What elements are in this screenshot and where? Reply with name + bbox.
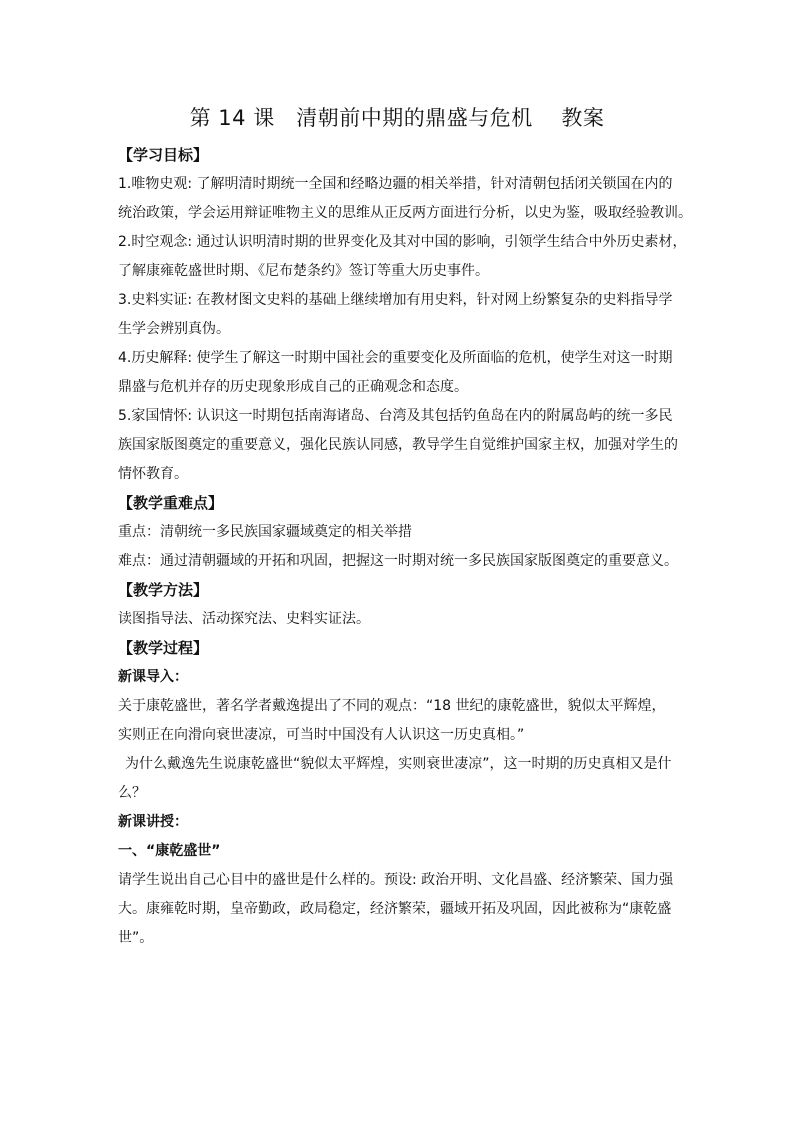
document-body xyxy=(118,141,692,953)
section-heading-process: 【教学过程】 xyxy=(118,639,209,657)
objective-5-line-2: 族国家版图奠定的重要意义，强化民族认同感，教导学生自觉维护国家主权，加强对学生的 xyxy=(118,437,678,453)
part1-line-2: 大。康雍乾时期，皇帝勤政，政局稳定，经济繁荣，疆域开拓及巩固，因此被称为“康乾盛 xyxy=(118,901,672,917)
objective-4-line-1: 4.历史解释: 使学生了解这一时期中国社会的重要变化及所面临的危机，使学生对这一时期 xyxy=(118,350,673,366)
objective-3-line-1: 3.史料实证: 在教材图文史料的基础上继续增加有用史料，针对网上纷繁复杂的史料指导学 xyxy=(118,292,673,308)
page-title: 第 14 课 清朝前中期的鼎盛与危机 教案 xyxy=(189,106,605,130)
part1-line-3: 世”。 xyxy=(118,930,154,946)
section-heading-objectives: 【学习目标】 xyxy=(118,146,209,164)
objective-2-line-2: 了解康雍乾盛世时期、《尼布楚条约》签订等重大历史事件。 xyxy=(118,263,489,279)
question-line-1: 为什么戴逸先生说康乾盛世“貌似太平辉煌，实则衰世凄凉”，这一时期的历史真相又是什 xyxy=(125,756,672,772)
key-point-difficulty: 难点：通过清朝疆域的开拓和巩固，把握这一时期对统一多民族国家版图奠定的重要意义。 xyxy=(118,553,678,569)
objective-2-line-1: 2.时空观念: 通过认识明清时期的世界变化及其对中国的影响，引领学生结合中外历史素材， xyxy=(118,234,687,250)
objective-4-line-2: 鼎盛与危机并存的历史现象形成自己的正确观念和态度。 xyxy=(118,379,468,395)
part1-line-1: 请学生说出自己心目中的盛世是什么样的。预设: 政治开明、文化昌盛、经济繁荣、国力强 xyxy=(118,872,674,888)
objective-1-line-1: 1.唯物史观: 了解明清时期统一全国和经略边疆的相关举措，针对清朝包括闭关锁国在内的 xyxy=(118,176,673,192)
methods-text: 读图指导法、活动探究法、史料实证法。 xyxy=(118,611,370,627)
objective-5-line-3: 情怀教育。 xyxy=(118,466,188,482)
lecture-label: 新课讲授： xyxy=(118,814,188,830)
section-heading-methods: 【教学方法】 xyxy=(118,581,209,599)
question-line-2: 么？ xyxy=(118,785,146,801)
objective-1-line-2: 统治政策，学会运用辩证唯物主义的思维从正反两方面进行分析，以史为鉴，吸取经验教训。 xyxy=(118,205,692,221)
intro-label: 新课导入： xyxy=(118,669,188,685)
intro-line-1: 关于康乾盛世，著名学者戴逸提出了不同的观点：“18 世纪的康乾盛世，貌似太平辉煌， xyxy=(118,698,666,714)
part1-title: 一、“康乾盛世” xyxy=(118,843,221,859)
intro-line-2: 实则正在向滑向衰世凄凉，可当时中国没有人认识这一历史真相。” xyxy=(118,727,525,743)
key-point-focus: 重点：清朝统一多民族国家疆域奠定的相关举措 xyxy=(118,524,412,540)
objective-5-line-1: 5.家国情怀: 认识这一时期包括南海诸岛、台湾及其包括钓鱼岛在内的附属岛屿的统一多民 xyxy=(118,408,673,424)
section-heading-key-points: 【教学重难点】 xyxy=(118,494,224,512)
objective-3-line-2: 生学会辨别真伪。 xyxy=(118,321,230,337)
